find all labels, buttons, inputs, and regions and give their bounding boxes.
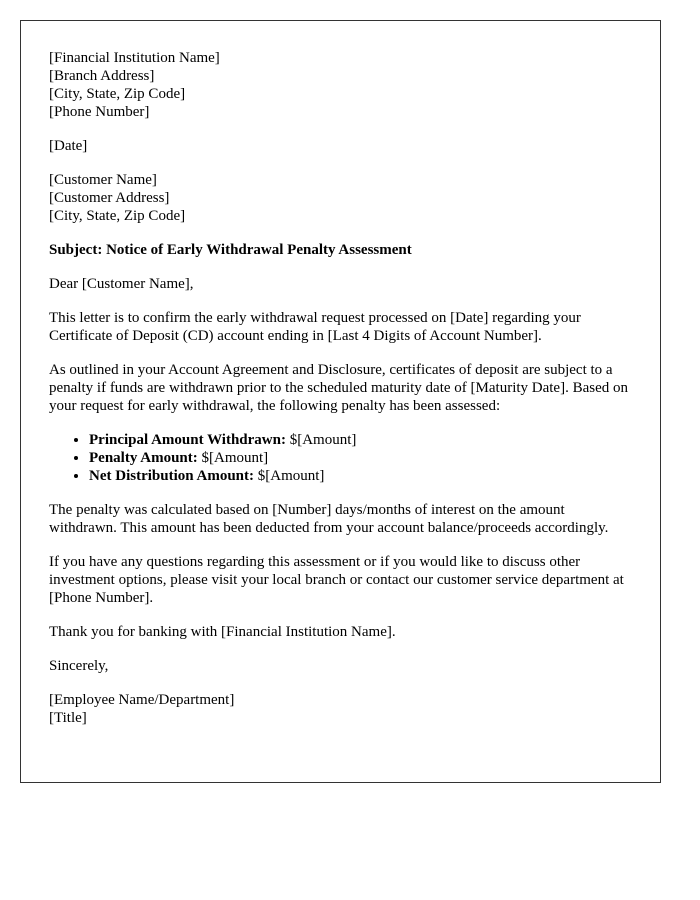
recipient-address: [Customer Address] — [49, 190, 170, 206]
paragraph-confirmation: This letter is to confirm the early withdrawal request processed on [Date] regarding your Certificate of Deposit (CD) account ending in [Last 4 Digits of Account Number]. — [49, 310, 581, 344]
signature-block — [49, 691, 632, 727]
sender-phone: [Phone Number] — [49, 104, 150, 120]
item-value: $[Amount] — [285, 432, 357, 448]
paragraph-questions: If you have any questions regarding this assessment or if you would like to discuss other investment options, please visit your local branch or contact our customer service department at [Phone Number]. — [49, 554, 624, 606]
item-value: $[Amount] — [197, 450, 269, 466]
list-item — [89, 467, 632, 485]
signature-title: [Title] — [49, 710, 87, 726]
item-label: Penalty Amount: — [89, 450, 198, 466]
penalty-list — [49, 431, 632, 485]
recipient-name: [Customer Name] — [49, 172, 157, 188]
salutation: Dear [Customer Name], — [49, 276, 194, 292]
letter-date: [Date] — [49, 138, 88, 154]
closing: Sincerely, — [49, 658, 109, 674]
recipient-city: [City, State, Zip Code] — [49, 208, 186, 224]
list-item — [89, 449, 632, 467]
list-item — [89, 431, 632, 449]
paragraph-penalty-terms: As outlined in your Account Agreement and Disclosure, certificates of deposit are subject to a penalty if funds are withdrawn prior to the scheduled maturity date of [Maturity Date]. Based on your request for early withdrawal, the following penalty has been assessed: — [49, 362, 628, 414]
paragraph-calculation: The penalty was calculated based on [Number] days/months of interest on the amount withdrawn. This amount has been deducted from your account balance/proceeds accordingly. — [49, 502, 609, 536]
sender-address: [Branch Address] — [49, 68, 155, 84]
subject-line: Subject: Notice of Early Withdrawal Penalty Assessment — [49, 242, 412, 258]
sender-name: [Financial Institution Name] — [49, 50, 220, 66]
recipient-block — [49, 171, 632, 225]
signature-name: [Employee Name/Department] — [49, 692, 235, 708]
sender-block — [49, 49, 632, 121]
item-label: Net Distribution Amount: — [89, 468, 255, 484]
sender-city: [City, State, Zip Code] — [49, 86, 186, 102]
paragraph-thanks: Thank you for banking with [Financial Institution Name]. — [49, 624, 396, 640]
item-value: $[Amount] — [254, 468, 325, 484]
item-label: Principal Amount Withdrawn: — [89, 432, 286, 448]
letter — [20, 20, 661, 783]
